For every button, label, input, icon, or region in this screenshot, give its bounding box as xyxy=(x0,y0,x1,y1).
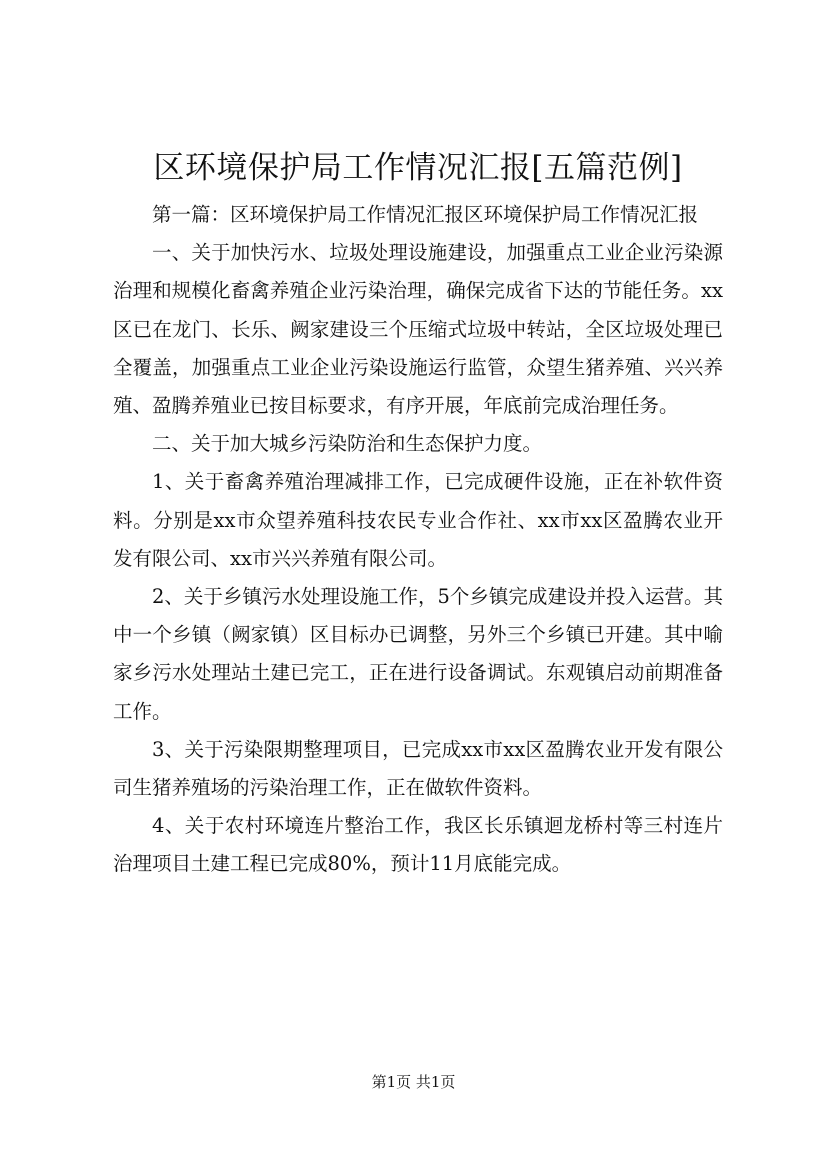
document-title: 区环境保护局工作情况汇报[五篇范例] xyxy=(153,150,683,186)
page-number-footer: 第1页 共1页 xyxy=(371,1073,456,1091)
paragraph-heading: 第一篇：区环境保护局工作情况汇报区环境保护局工作情况汇报 xyxy=(152,203,699,226)
paragraph-item-2: 2、关于乡镇污水处理设施工作，5个乡镇完成建设并投入运营。其中一个乡镇（阙家镇）区目标办已调整，另外三个乡镇已开建。其中喻家乡污水处理站土建已完工，正在进行设备调试。东观镇启动前期准备工作。 xyxy=(113,585,723,723)
document-body xyxy=(113,196,723,884)
paragraph-section-1: 一、关于加快污水、垃圾处理设施建设，加强重点工业企业污染源治理和规模化畜禽养殖企业污染治理，确保完成省下达的节能任务。xx区已在龙门、长乐、阙家建设三个压缩式垃圾中转站，全区垃圾处理已全覆盖，加强重点工业企业污染设施运行监管，众望生猪养殖、兴兴养殖、盈腾养殖业已按目标要求，有序开展，年底前完成治理任务。 xyxy=(113,241,723,418)
paragraph-item-1: 1、关于畜禽养殖治理减排工作，已完成硬件设施，正在补软件资料。分别是xx市众望养殖科技农民专业合作社、xx市xx区盈腾农业开发有限公司、xx市兴兴养殖有限公司。 xyxy=(113,470,723,570)
paragraph-item-3: 3、关于污染限期整理项目，已完成xx市xx区盈腾农业开发有限公司生猪养殖场的污染治理工作，正在做软件资料。 xyxy=(113,737,723,800)
paragraph-section-2: 二、关于加大城乡污染防治和生态保护力度。 xyxy=(152,432,543,456)
paragraph-item-4: 4、关于农村环境连片整治工作，我区长乐镇迴龙桥村等三村连片治理项目土建工程已完成80%，预计11月底能完成。 xyxy=(113,814,723,876)
